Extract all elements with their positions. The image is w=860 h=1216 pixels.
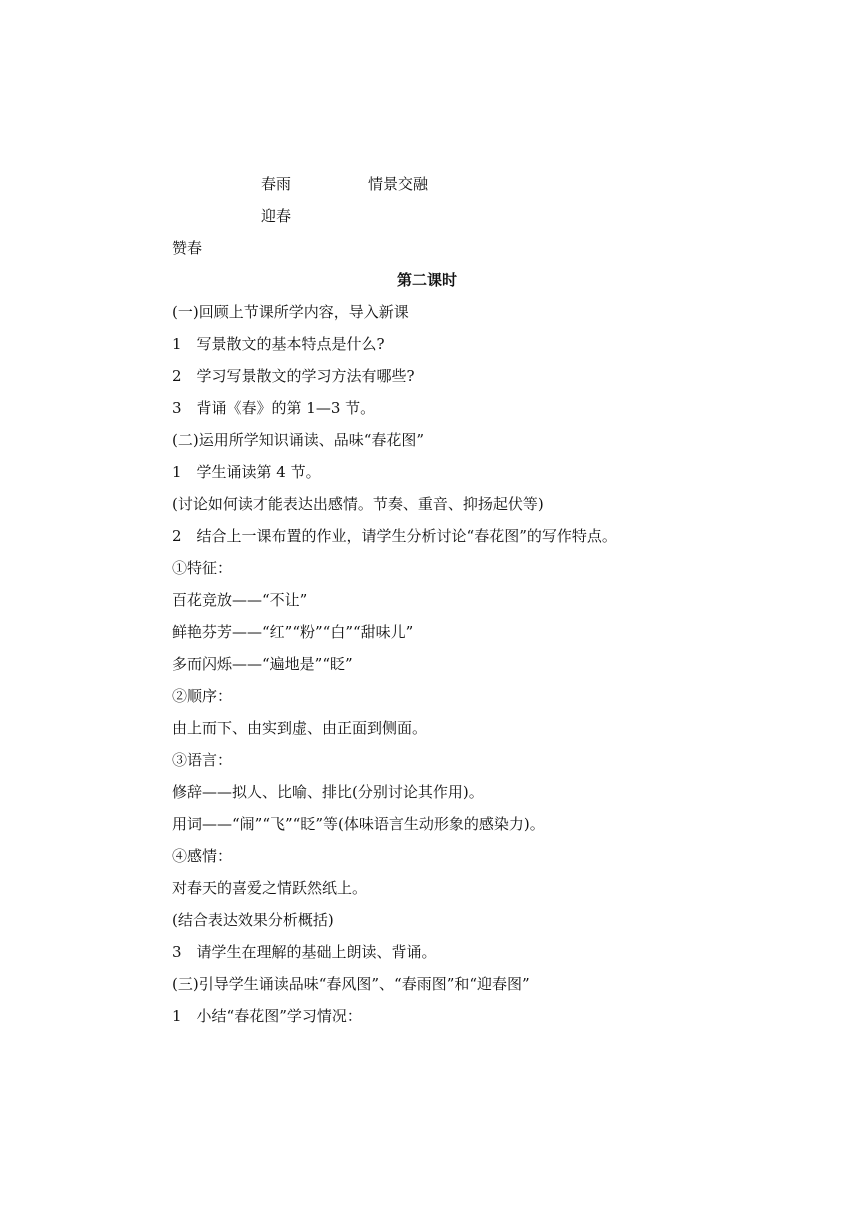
- text-line: 百花竞放——“不让”: [172, 591, 308, 609]
- text-line: 1 小结“春花图”学习情况：: [172, 1007, 362, 1025]
- text-line: (结合表达效果分析概括): [172, 911, 334, 929]
- text-line: ④感情：: [172, 847, 233, 865]
- text-line: 由上而下、由实到虚、由正面到侧面。: [172, 719, 428, 737]
- text-line: ③语言：: [172, 751, 233, 769]
- text-line: (讨论如何读才能表达出感情。节奏、重音、抑扬起伏等): [172, 495, 544, 513]
- text-line: 修辞——拟人、比喻、排比(分别讨论其作用)。: [172, 783, 484, 801]
- text-line: 3 背诵《春》的第 1—3 节。: [172, 399, 376, 417]
- text-line: 3 请学生在理解的基础上朗读、背诵。: [172, 943, 437, 961]
- text-line: (一)回顾上节课所学内容，导入新课: [172, 303, 409, 321]
- diagram-label-welcome-spring: 迎春: [261, 207, 292, 225]
- diagram-label-spring-rain: 春雨: [261, 175, 292, 193]
- text-line: 对春天的喜爱之情跃然纸上。: [172, 879, 368, 897]
- diagram-label-praise-spring: 赞春: [172, 239, 203, 257]
- text-line: ②顺序：: [172, 687, 233, 705]
- text-line: ①特征：: [172, 559, 233, 577]
- text-line: 2 学习写景散文的学习方法有哪些?: [172, 367, 415, 385]
- text-line: 用词——“闹”“飞”“眨”等(体味语言生动形象的感染力)。: [172, 815, 545, 833]
- text-line: (二)运用所学知识诵读、品味“春花图”: [172, 431, 425, 449]
- text-line: 1 学生诵读第 4 节。: [172, 463, 321, 481]
- diagram-label-scene-emotion: 情景交融: [368, 175, 429, 193]
- text-line: 1 写景散文的基本特点是什么?: [172, 335, 385, 353]
- text-line: 2 结合上一课布置的作业，请学生分析讨论“春花图”的写作特点。: [172, 527, 617, 545]
- text-line: (三)引导学生诵读品味“春风图”、“春雨图”和“迎春图”: [172, 975, 530, 993]
- section-title: 第二课时: [397, 271, 458, 289]
- text-line: 鲜艳芬芳——“红”“粉”“白”“甜味儿”: [172, 623, 414, 641]
- text-line: 多而闪烁——“遍地是”“眨”: [172, 655, 353, 673]
